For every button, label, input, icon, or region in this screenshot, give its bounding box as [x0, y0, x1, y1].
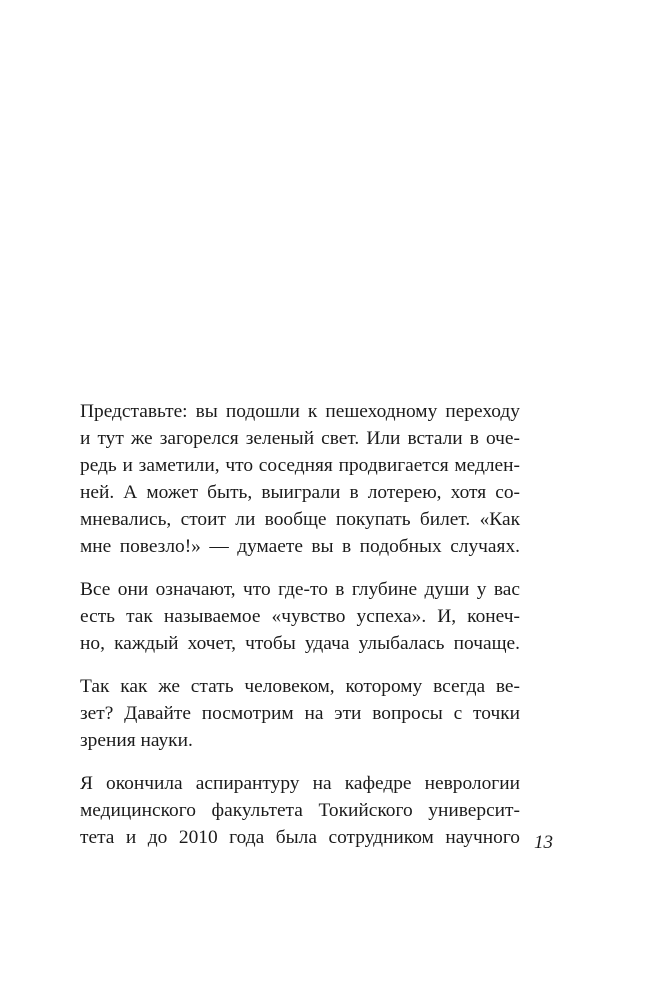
text-line: зет? Давайте посмотрим на эти вопросы с точки — [80, 703, 520, 725]
text-line: медицинского факультета Токийского университ- — [80, 800, 520, 822]
text-line: и тут же загорелся зеленый свет. Или встали в оче- — [80, 427, 520, 449]
text-line: зрения науки. — [80, 729, 193, 751]
text-line: тета и до 2010 года была сотрудником научного — [80, 827, 520, 849]
paragraph-1 — [80, 399, 520, 560]
text-line: но, каждый хочет, чтобы удача улыбалась почаще. — [80, 632, 520, 654]
body-text — [80, 399, 520, 869]
text-line: Я окончила аспирантуру на кафедре неврологии — [80, 773, 520, 795]
paragraph-4 — [80, 771, 520, 852]
text-line: ней. А может быть, выиграли в лотерею, хотя со- — [80, 481, 520, 503]
paragraph-3 — [80, 674, 520, 755]
text-line: Все они означают, что где-то в глубине души у вас — [80, 578, 520, 600]
text-line: мне повезло!» — думаете вы в подобных случаях. — [80, 535, 520, 557]
text-line: есть так называемое «чувство успеха». И, конеч- — [80, 605, 520, 627]
page-number: 13 — [534, 832, 553, 853]
text-line: мневались, стоит ли вообще покупать билет. «Как — [80, 508, 520, 530]
text-line: Так как же стать человеком, которому всегда ве- — [80, 676, 520, 698]
text-line: редь и заметили, что соседняя продвигается медлен- — [80, 454, 520, 476]
text-line: Представьте: вы подошли к пешеходному переходу — [80, 401, 520, 422]
paragraph-2 — [80, 577, 520, 658]
